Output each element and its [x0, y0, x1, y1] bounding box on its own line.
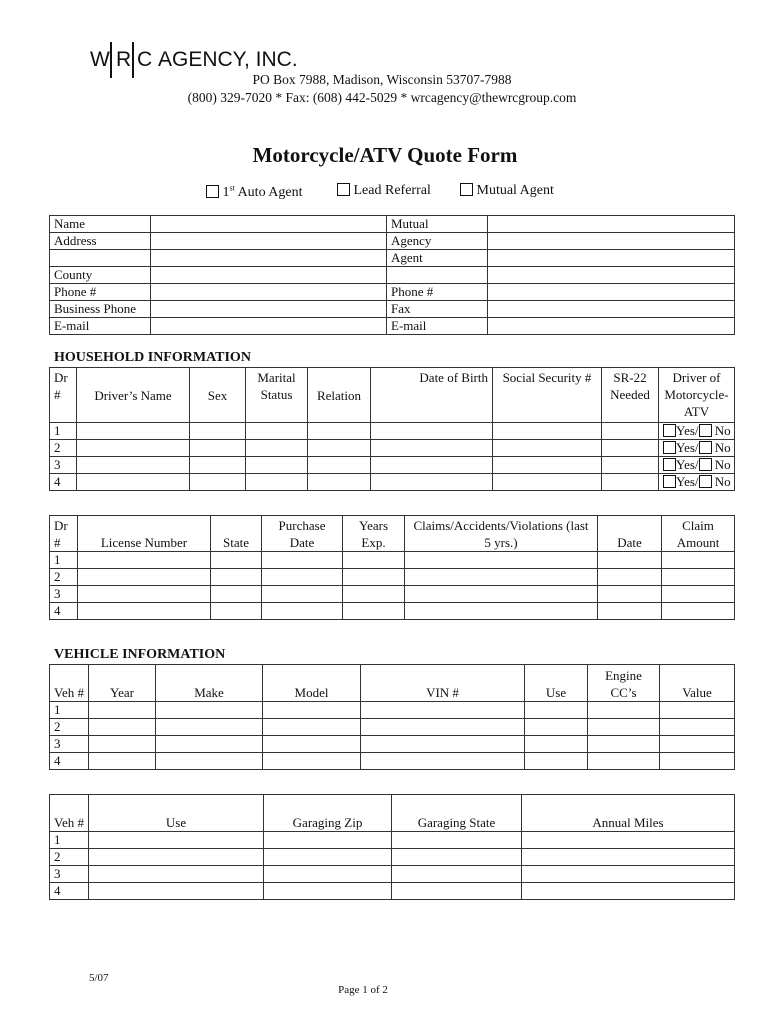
vin-cell[interactable] — [361, 702, 525, 719]
year-cell[interactable] — [89, 702, 156, 719]
header-state: State — [211, 516, 262, 552]
header-dr-num: Dr # — [50, 516, 78, 552]
engine-cc-cell[interactable] — [588, 736, 660, 753]
table-row — [50, 866, 735, 883]
yes-checkbox-icon[interactable] — [663, 441, 676, 454]
table-row — [50, 883, 735, 900]
make-cell[interactable] — [156, 736, 263, 753]
row-number: 2 — [50, 849, 89, 866]
state-cell[interactable] — [211, 552, 262, 569]
state-cell[interactable] — [211, 586, 262, 603]
label-name: Name — [50, 216, 151, 233]
vin-cell[interactable] — [361, 736, 525, 753]
agent-email-field[interactable] — [488, 318, 735, 335]
marital-status-cell[interactable] — [246, 474, 308, 491]
driver-of-motorcycle-cell — [659, 457, 735, 474]
value-cell[interactable] — [660, 702, 735, 719]
fax-field[interactable] — [488, 301, 735, 318]
garaging-state-cell[interactable] — [392, 832, 522, 849]
table-row — [50, 457, 735, 474]
sex-cell[interactable] — [190, 457, 246, 474]
header-driver-of-motorcycle: Driver of Motorcycle-ATV — [659, 368, 735, 423]
header-engine-cc: Engine CC’s — [588, 665, 660, 702]
yes-label: Yes/ — [676, 423, 699, 438]
make-cell[interactable] — [156, 719, 263, 736]
garaging-state-cell[interactable] — [392, 849, 522, 866]
table-row — [50, 440, 735, 457]
ssn-cell[interactable] — [493, 440, 602, 457]
claims-cell[interactable] — [405, 552, 598, 569]
drivers-name-cell[interactable] — [77, 474, 190, 491]
household-heading: HOUSEHOLD INFORMATION — [54, 350, 251, 365]
option-label: 1st Auto Agent — [222, 183, 303, 200]
table-row — [50, 719, 735, 736]
annual-miles-cell[interactable] — [522, 849, 735, 866]
date-cell[interactable] — [598, 552, 662, 569]
agent-phone-field[interactable] — [488, 284, 735, 301]
make-cell[interactable] — [156, 702, 263, 719]
label-mutual: Mutual — [387, 216, 488, 233]
header-model: Model — [263, 665, 361, 702]
annual-miles-cell[interactable] — [522, 883, 735, 900]
table-row — [50, 832, 735, 849]
date-of-birth-cell[interactable] — [371, 457, 493, 474]
make-cell[interactable] — [156, 753, 263, 770]
no-label: No — [714, 423, 731, 438]
use-cell[interactable] — [525, 736, 588, 753]
agency-field[interactable] — [488, 233, 735, 250]
purchase-date-cell[interactable] — [262, 586, 343, 603]
header-veh-num: Veh # — [50, 795, 89, 832]
driver-of-motorcycle-cell — [659, 440, 735, 457]
date-of-birth-cell[interactable] — [371, 440, 493, 457]
claim-amount-cell[interactable] — [662, 552, 735, 569]
row-number: 4 — [50, 474, 77, 491]
row-number: 4 — [50, 753, 89, 770]
label-agency: Agency — [387, 233, 488, 250]
license-number-cell[interactable] — [78, 569, 211, 586]
garaging-zip-cell[interactable] — [264, 883, 392, 900]
option-label: Mutual Agent — [476, 183, 554, 198]
years-exp-cell[interactable] — [343, 552, 405, 569]
drivers-name-cell[interactable] — [77, 440, 190, 457]
claim-amount-cell[interactable] — [662, 569, 735, 586]
no-label: No — [714, 457, 731, 472]
sr22-cell[interactable] — [602, 457, 659, 474]
garaging-zip-cell[interactable] — [264, 866, 392, 883]
value-cell[interactable] — [660, 719, 735, 736]
relation-cell[interactable] — [308, 457, 371, 474]
household-table — [49, 367, 735, 491]
model-cell[interactable] — [263, 736, 361, 753]
logo-letter-r: R — [116, 48, 132, 71]
company-name: AGENCY, INC. — [158, 48, 298, 71]
ssn-cell[interactable] — [493, 423, 602, 440]
header-purchase-date: Purchase Date — [262, 516, 343, 552]
label-email: E-mail — [50, 318, 151, 335]
label-agent-email: E-mail — [387, 318, 488, 335]
header-relation: Relation — [308, 368, 371, 423]
header-make: Make — [156, 665, 263, 702]
no-label: No — [714, 440, 731, 455]
purchase-date-cell[interactable] — [262, 603, 343, 620]
label-business-phone: Business Phone — [50, 301, 151, 318]
header-dr-num: Dr # — [50, 368, 77, 423]
garaging-zip-cell[interactable] — [264, 849, 392, 866]
header-veh-num: Veh # — [50, 665, 89, 702]
option-lead-referral[interactable] — [337, 183, 431, 199]
sr22-cell[interactable] — [602, 440, 659, 457]
yes-label: Yes/ — [676, 440, 699, 455]
email-field[interactable] — [151, 318, 387, 335]
logo-letter-w: W — [90, 48, 110, 71]
no-checkbox-icon[interactable] — [699, 458, 712, 471]
row-number: 1 — [50, 832, 89, 849]
date-cell[interactable] — [598, 603, 662, 620]
model-cell[interactable] — [263, 753, 361, 770]
vehicle-use-table — [49, 794, 735, 900]
purchase-date-cell[interactable] — [262, 569, 343, 586]
header-use: Use — [525, 665, 588, 702]
header-garaging-zip: Garaging Zip — [264, 795, 392, 832]
no-label: No — [714, 474, 731, 489]
model-cell[interactable] — [263, 719, 361, 736]
date-cell[interactable] — [598, 586, 662, 603]
checkbox-icon[interactable] — [460, 183, 473, 196]
table-row — [50, 753, 735, 770]
table-row — [50, 474, 735, 491]
table-row — [50, 603, 735, 620]
yes-checkbox-icon[interactable] — [663, 475, 676, 488]
marital-status-cell[interactable] — [246, 440, 308, 457]
claims-cell[interactable] — [405, 586, 598, 603]
table-row — [50, 849, 735, 866]
ssn-cell[interactable] — [493, 457, 602, 474]
claims-cell[interactable] — [405, 603, 598, 620]
value-cell[interactable] — [660, 736, 735, 753]
use-cell[interactable] — [89, 883, 264, 900]
row-number: 2 — [50, 569, 78, 586]
header-years-exp: Years Exp. — [343, 516, 405, 552]
purchase-date-cell[interactable] — [262, 552, 343, 569]
sex-cell[interactable] — [190, 440, 246, 457]
revision-date: 5/07 — [89, 972, 109, 984]
row-number: 1 — [50, 423, 77, 440]
date-of-birth-cell[interactable] — [371, 423, 493, 440]
garaging-zip-cell[interactable] — [264, 832, 392, 849]
label-agent: Agent — [387, 250, 488, 267]
year-cell[interactable] — [89, 753, 156, 770]
row-number: 2 — [50, 719, 89, 736]
no-checkbox-icon[interactable] — [699, 441, 712, 454]
header-claims: Claims/Accidents/Violations (last 5 yrs.) — [405, 516, 598, 552]
vehicle-heading: VEHICLE INFORMATION — [54, 647, 226, 662]
row-number: 1 — [50, 702, 89, 719]
header-claim-amount: Claim Amount — [662, 516, 735, 552]
label-phone: Phone # — [50, 284, 151, 301]
blank-field[interactable] — [488, 267, 735, 284]
date-cell[interactable] — [598, 569, 662, 586]
license-number-cell[interactable] — [78, 586, 211, 603]
company-contact: (800) 329-7020 * Fax: (608) 442-5029 * wrcagency@thewrcgroup.com — [187, 90, 577, 105]
header-value: Value — [660, 665, 735, 702]
garaging-state-cell[interactable] — [392, 883, 522, 900]
table-row — [50, 702, 735, 719]
header-sr22-needed: SR-22 Needed — [602, 368, 659, 423]
years-exp-cell[interactable] — [343, 603, 405, 620]
row-number: 1 — [50, 552, 78, 569]
header-drivers-name: Driver’s Name — [77, 368, 190, 423]
row-number: 2 — [50, 440, 77, 457]
label-blank — [387, 267, 488, 284]
use-cell[interactable] — [525, 719, 588, 736]
label-address: Address — [50, 233, 151, 250]
header-date: Date — [598, 516, 662, 552]
sex-cell[interactable] — [190, 474, 246, 491]
use-cell[interactable] — [89, 866, 264, 883]
logo-letter-c: C — [137, 48, 153, 71]
annual-miles-cell[interactable] — [522, 832, 735, 849]
ssn-cell[interactable] — [493, 474, 602, 491]
license-table — [49, 515, 735, 620]
driver-of-motorcycle-cell — [659, 423, 735, 440]
vin-cell[interactable] — [361, 753, 525, 770]
phone-field[interactable] — [151, 284, 387, 301]
use-cell[interactable] — [525, 702, 588, 719]
sex-cell[interactable] — [190, 423, 246, 440]
table-row — [50, 552, 735, 569]
mutual-field[interactable] — [488, 216, 735, 233]
header-annual-miles: Annual Miles — [522, 795, 735, 832]
page-number: Page 1 of 2 — [338, 984, 388, 996]
years-exp-cell[interactable] — [343, 586, 405, 603]
label-county: County — [50, 267, 151, 284]
drivers-name-cell[interactable] — [77, 457, 190, 474]
option-mutual-agent[interactable] — [460, 183, 554, 199]
engine-cc-cell[interactable] — [588, 702, 660, 719]
header-year: Year — [89, 665, 156, 702]
state-cell[interactable] — [211, 569, 262, 586]
license-number-cell[interactable] — [78, 552, 211, 569]
annual-miles-cell[interactable] — [522, 866, 735, 883]
agent-field[interactable] — [488, 250, 735, 267]
company-address: PO Box 7988, Madison, Wisconsin 53707-7988 — [252, 72, 512, 87]
row-number: 4 — [50, 603, 78, 620]
marital-status-cell[interactable] — [246, 457, 308, 474]
sr22-cell[interactable] — [602, 423, 659, 440]
name-field[interactable] — [151, 216, 387, 233]
header-marital-status: Marital Status — [246, 368, 308, 423]
years-exp-cell[interactable] — [343, 569, 405, 586]
header-use: Use — [89, 795, 264, 832]
row-number: 3 — [50, 866, 89, 883]
relation-cell[interactable] — [308, 474, 371, 491]
row-number: 3 — [50, 457, 77, 474]
claim-amount-cell[interactable] — [662, 603, 735, 620]
claim-amount-cell[interactable] — [662, 586, 735, 603]
header-sex: Sex — [190, 368, 246, 423]
yes-checkbox-icon[interactable] — [663, 458, 676, 471]
option-first-auto-agent[interactable] — [206, 183, 303, 201]
marital-status-cell[interactable] — [246, 423, 308, 440]
row-number: 3 — [50, 736, 89, 753]
drivers-name-cell[interactable] — [77, 423, 190, 440]
address-field[interactable] — [151, 233, 387, 250]
relation-cell[interactable] — [308, 423, 371, 440]
license-number-cell[interactable] — [78, 603, 211, 620]
header-vin: VIN # — [361, 665, 525, 702]
checkbox-icon[interactable] — [337, 183, 350, 196]
engine-cc-cell[interactable] — [588, 719, 660, 736]
engine-cc-cell[interactable] — [588, 753, 660, 770]
model-cell[interactable] — [263, 702, 361, 719]
relation-cell[interactable] — [308, 440, 371, 457]
row-number: 3 — [50, 586, 78, 603]
yes-checkbox-icon[interactable] — [663, 424, 676, 437]
label-address-2 — [50, 250, 151, 267]
yes-label: Yes/ — [676, 474, 699, 489]
use-cell[interactable] — [89, 832, 264, 849]
date-of-birth-cell[interactable] — [371, 474, 493, 491]
year-cell[interactable] — [89, 719, 156, 736]
applicant-table — [49, 215, 735, 335]
header-license-number: License Number — [78, 516, 211, 552]
vehicle-table — [49, 664, 735, 770]
table-row — [50, 586, 735, 603]
garaging-state-cell[interactable] — [392, 866, 522, 883]
year-cell[interactable] — [89, 736, 156, 753]
no-checkbox-icon[interactable] — [699, 424, 712, 437]
claims-cell[interactable] — [405, 569, 598, 586]
label-fax: Fax — [387, 301, 488, 318]
address-line-2-field[interactable] — [151, 250, 387, 267]
state-cell[interactable] — [211, 603, 262, 620]
vin-cell[interactable] — [361, 719, 525, 736]
option-label: Lead Referral — [353, 183, 431, 198]
form-title: Motorcycle/ATV Quote Form — [252, 143, 518, 167]
checkbox-icon[interactable] — [206, 185, 219, 198]
business-phone-field[interactable] — [151, 301, 387, 318]
no-checkbox-icon[interactable] — [699, 475, 712, 488]
yes-label: Yes/ — [676, 457, 699, 472]
sr22-cell[interactable] — [602, 474, 659, 491]
driver-of-motorcycle-cell — [659, 474, 735, 491]
county-field[interactable] — [151, 267, 387, 284]
table-row — [50, 569, 735, 586]
value-cell[interactable] — [660, 753, 735, 770]
label-agent-phone: Phone # — [387, 284, 488, 301]
use-cell[interactable] — [89, 849, 264, 866]
header-social-security: Social Security # — [493, 368, 602, 423]
row-number: 4 — [50, 883, 89, 900]
header-date-of-birth: Date of Birth — [371, 368, 493, 423]
table-row — [50, 736, 735, 753]
table-row — [50, 423, 735, 440]
use-cell[interactable] — [525, 753, 588, 770]
header-garaging-state: Garaging State — [392, 795, 522, 832]
